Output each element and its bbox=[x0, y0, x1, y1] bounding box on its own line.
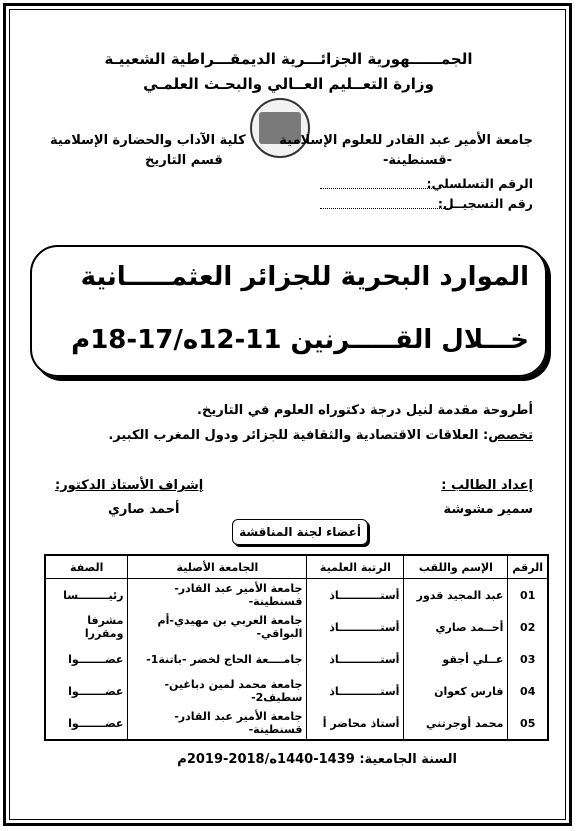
department-name: قسم التاريخ bbox=[145, 153, 223, 168]
member-university: جامعة محمد لمين دباغين-سطيف2- bbox=[127, 675, 306, 707]
header-role: الصفة bbox=[46, 556, 127, 579]
member-university: جامعة العربي بن مهيدي-أم البواقي- bbox=[127, 611, 306, 643]
row-number: 05 bbox=[507, 707, 547, 739]
member-name: عــلي أجقو bbox=[403, 643, 507, 675]
registration-label: رقم التسجيــل: bbox=[437, 196, 533, 211]
member-university: جامعة الأمير عبد القادر-قسنطينة- bbox=[127, 707, 306, 739]
student-name: سمير مشوشة bbox=[443, 502, 533, 517]
academic-year: السنة الجامعية: 1439-1440ه/2018-2019م bbox=[177, 752, 457, 767]
header-number: الرقم bbox=[507, 556, 547, 579]
table-row bbox=[46, 579, 547, 611]
republic-title: الجمــــــهورية الجزائـــرية الديمقـــراطية الشعبيـة bbox=[104, 50, 473, 68]
member-rank: أستـــــــــــاذ bbox=[306, 579, 403, 611]
member-rank: أستـــــــــــاذ bbox=[306, 611, 403, 643]
header-name: الإسم واللقب bbox=[403, 556, 507, 579]
member-rank: أستاذ محاضر أ bbox=[306, 707, 403, 739]
ministry-title: وزارة التعــليم العــالي والبحـث العلمـي bbox=[143, 75, 434, 93]
table-row bbox=[46, 707, 547, 739]
member-name: عبد المجيد قدور bbox=[403, 579, 507, 611]
thesis-title-line2: خـــلال القـــــرنين 11-12ه/17-18م bbox=[71, 325, 529, 355]
supervision-label: إشراف الأستاذ الدكتور: bbox=[55, 478, 204, 493]
header-university: الجامعة الأصلية bbox=[127, 556, 306, 579]
registration-line bbox=[320, 208, 452, 209]
member-role: عضـــــــوا bbox=[68, 652, 124, 666]
table-row bbox=[46, 675, 547, 707]
thesis-title-line1: الموارد البحرية للجزائر العثمـــــانية bbox=[80, 262, 529, 292]
prepared-by-label: إعداد الطالب : bbox=[441, 478, 533, 493]
member-rank: أستـــــــــــاذ bbox=[306, 675, 403, 707]
university-logo bbox=[250, 98, 310, 158]
faculty-name: كلية الآداب والحضارة الإسلامية bbox=[50, 133, 246, 148]
member-name: فارس كعوان bbox=[403, 675, 507, 707]
specialty-label: تخصص bbox=[488, 428, 533, 443]
member-name: محمد أوجرتني bbox=[403, 707, 507, 739]
member-name: أحــمد صاري bbox=[403, 611, 507, 643]
row-number: 03 bbox=[507, 643, 547, 675]
member-role: عضـــــــوا bbox=[68, 716, 124, 730]
member-university: جامــــعة الحاج لخضر -باتنة1- bbox=[127, 643, 306, 675]
committee-table bbox=[44, 554, 549, 741]
table-row bbox=[46, 643, 547, 675]
serial-number-line bbox=[320, 188, 436, 189]
member-university: جامعة الأمير عبد القادر-قسنطينة- bbox=[127, 579, 306, 611]
row-number: 04 bbox=[507, 675, 547, 707]
specialty-value: : العلاقات الاقتصادية والثقافية للجزائر ودول المغرب الكبير. bbox=[108, 428, 489, 443]
committee-label: أعضاء لجنة المناقشة bbox=[232, 519, 368, 545]
supervisor-name: أحمد صاري bbox=[108, 502, 180, 517]
table-header-row bbox=[46, 556, 547, 579]
row-number: 02 bbox=[507, 611, 547, 643]
member-role: رئيــــــــسا bbox=[63, 588, 124, 602]
row-number: 01 bbox=[507, 579, 547, 611]
degree-statement: أطروحة مقدمة لنيل درجة دكتوراه العلوم في التاريخ. bbox=[197, 403, 533, 418]
university-city: -قسنطينة- bbox=[383, 153, 452, 168]
table-row bbox=[46, 611, 547, 643]
member-role: عضـــــــوا bbox=[68, 684, 124, 698]
specialty-line bbox=[108, 428, 533, 443]
university-name: جامعة الأمير عبد القادر للعلوم الإسلامية bbox=[279, 133, 533, 148]
serial-number-label: الرقم التسلسلي: bbox=[426, 176, 533, 191]
header-rank: الرتبة العلمية bbox=[306, 556, 403, 579]
member-role: مشرفا ومقررا bbox=[84, 614, 124, 640]
member-rank: أستـــــــــــاذ bbox=[306, 643, 403, 675]
